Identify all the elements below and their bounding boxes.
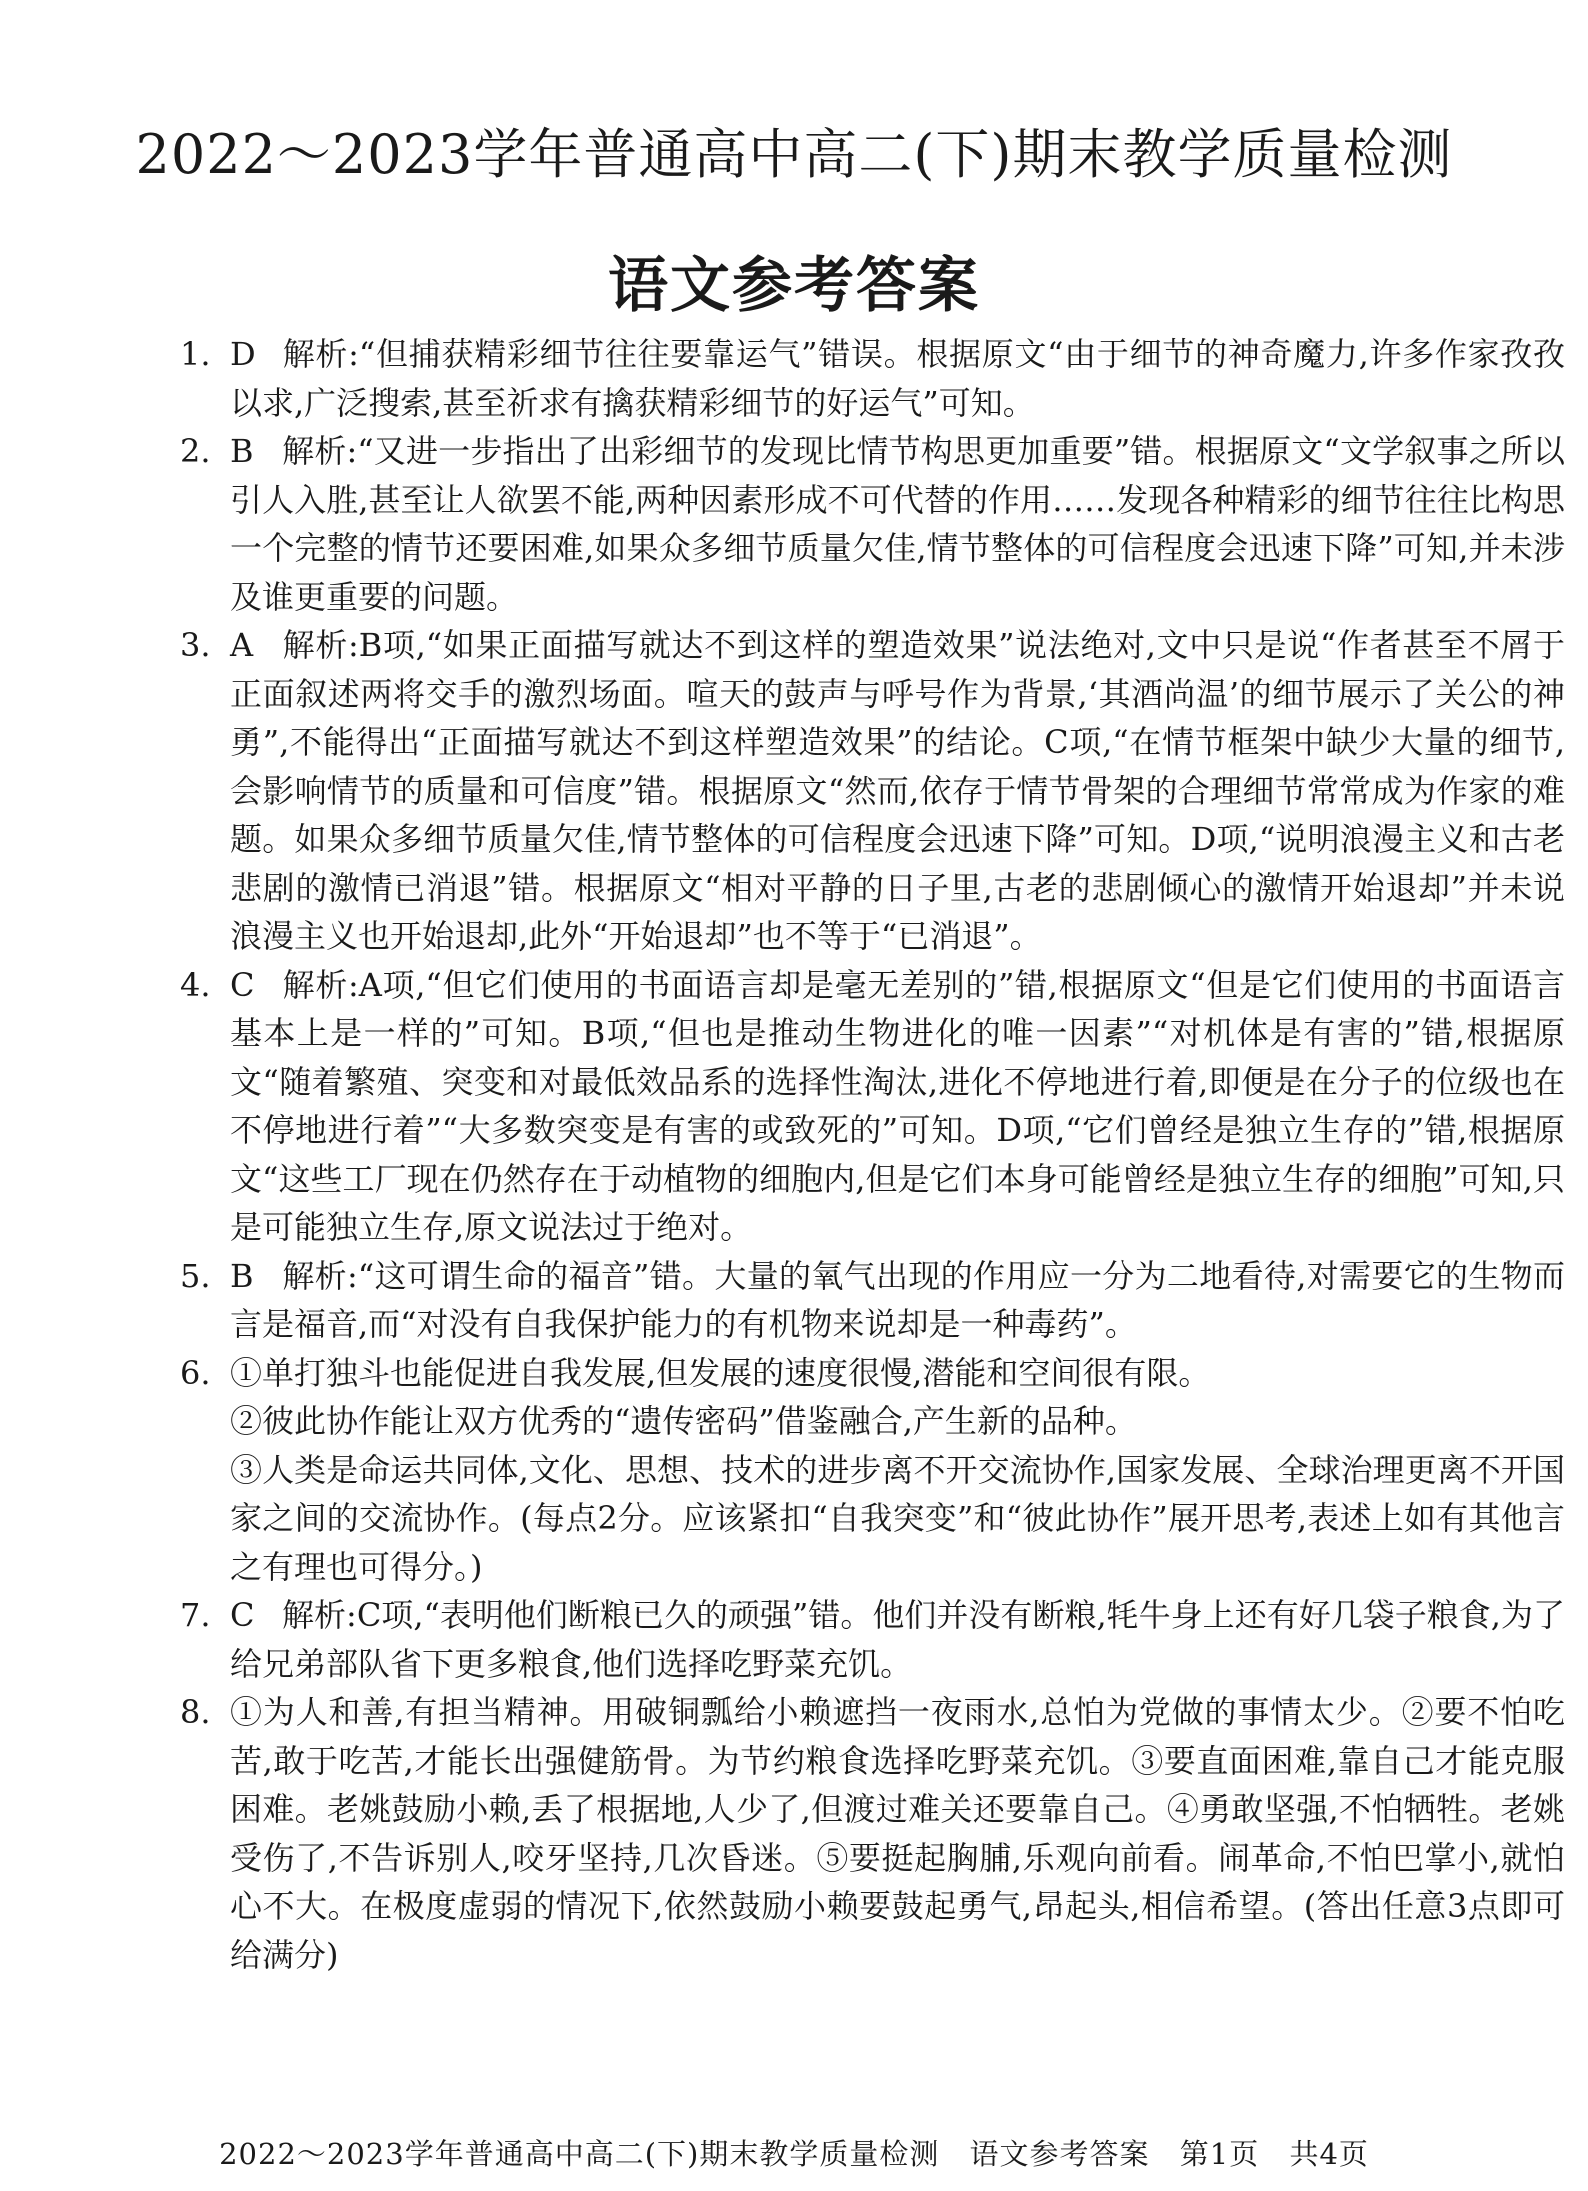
answer-paragraph bbox=[230, 1446, 1565, 1592]
page-subtitle: 语文参考答案 bbox=[608, 251, 980, 321]
answer-paragraph bbox=[230, 961, 1565, 1252]
footer-total-pages: 共4页 bbox=[1289, 2137, 1369, 2171]
answer-item bbox=[180, 1349, 1565, 1592]
answer-paragraph bbox=[230, 330, 1565, 427]
footer-exam-title: 2022～2023学年普通高中高二(下)期末教学质量检测 bbox=[219, 2137, 940, 2171]
answer-text: 解析:“但捕获精彩细节往往要靠运气”错误。根据原文“由于细节的神奇魔力,许多作家孜孜以求,广泛搜索,甚至祈求有擒获精彩细节的好运气”可知。 bbox=[230, 335, 1565, 422]
answer-text: 解析:A项,“但它们使用的书面语言却是毫无差别的”错,根据原文“但是它们使用的书面语言基本上是一样的”可知。B项,“但也是推动生物进化的唯一因素”“对机体是有害的”错,根据原文“随着繁殖、突变和对最低效品系的选择性淘汰,进化不停地进行着,即便是在分子的位级也在不停地进行着”“大多数突变是有害的或致死的”可知。D项,“它们曾经是独立生存的”错,根据原文“这些工厂现在仍然存在于动植物的细胞内,但是它们本身可能曾经是独立生存的细胞”可知,只是可能独立生存,原文说法过于绝对。 bbox=[230, 965, 1565, 1246]
answer-choice: A bbox=[230, 626, 254, 664]
answer-paragraph bbox=[230, 427, 1565, 621]
page-footer bbox=[0, 2132, 1588, 2173]
answer-list bbox=[180, 330, 1565, 1979]
footer-subject: 语文参考答案 bbox=[969, 2137, 1150, 2171]
answer-paragraph bbox=[230, 1349, 1565, 1398]
answer-item bbox=[180, 961, 1565, 1252]
answer-text: 解析:“又进一步指出了出彩细节的发现比情节构思更加重要”错。根据原文“文学叙事之所以引人入胜,甚至让人欲罢不能,两种因素形成不可代替的作用……发现各种精彩的细节往往比构思一个完整的情节还要困难,如果众多细节质量欠佳,情节整体的可信程度会迅速下降”可知,并未涉及谁更重要的问题。 bbox=[230, 432, 1565, 616]
footer-page-number: 第1页 bbox=[1179, 2137, 1260, 2171]
answer-item bbox=[180, 621, 1565, 961]
answer-paragraph bbox=[230, 1397, 1565, 1446]
page-title: 2022～2023学年普通高中高二(下)期末教学质量检测 bbox=[135, 123, 1453, 186]
question-number: 5. bbox=[180, 1256, 211, 1295]
question-number: 1. bbox=[180, 335, 211, 373]
answer-paragraph bbox=[230, 1591, 1565, 1688]
question-number: 2. bbox=[180, 432, 211, 470]
question-number: 8. bbox=[180, 1693, 211, 1731]
answer-text: 解析:C项,“表明他们断粮已久的顽强”错。他们并没有断粮,牦牛身上还有好几袋子粮食,为了给兄弟部队省下更多粮食,他们选择吃野菜充饥。 bbox=[230, 1596, 1565, 1683]
answer-text: ①为人和善,有担当精神。用破铜瓢给小赖遮挡一夜雨水,总怕为党做的事情太少。②要不怕吃苦,敢于吃苦,才能长出强健筋骨。为节约粮食选择吃野菜充饥。③要直面困难,靠自己才能克服困难。老姚鼓励小赖,丢了根据地,人少了,但渡过难关还要靠自己。④勇敢坚强,不怕牺牲。老姚受伤了,不告诉别人,咬牙坚持,几次昏迷。⑤要挺起胸脯,乐观向前看。闹革命,不怕巴掌小,就怕心不大。在极度虚弱的情况下,依然鼓励小赖要鼓起勇气,昂起头,相信希望。(答出任意3点即可给满分) bbox=[230, 1693, 1565, 1974]
answer-item bbox=[180, 1591, 1565, 1688]
question-number: 7. bbox=[180, 1596, 211, 1634]
answer-choice: D bbox=[230, 335, 256, 373]
answer-choice: C bbox=[230, 1596, 255, 1634]
answer-choice: B bbox=[230, 1256, 254, 1295]
answer-text: 解析:B项,“如果正面描写就达不到这样的塑造效果”说法绝对,文中只是说“作者甚至不屑于正面叙述两将交手的激烈场面。喧天的鼓声与呼号作为背景,‘其酒尚温’的细节展示了关公的神勇”,不能得出“正面描写就达不到这样塑造效果”的结论。C项,“在情节框架中缺少大量的细节,会影响情节的质量和可信度”错。根据原文“然而,依存于情节骨架的合理细节常常成为作家的难题。如果众多细节质量欠佳,情节整体的可信程度会迅速下降”可知。D项,“说明浪漫主义和古老悲剧的激情已消退”错。根据原文“相对平静的日子里,古老的悲剧倾心的激情开始退却”并未说浪漫主义也开始退却,此外“开始退却”也不等于“已消退”。 bbox=[230, 626, 1565, 955]
answer-item bbox=[180, 330, 1565, 427]
answer-paragraph bbox=[230, 1252, 1565, 1349]
answer-text: ②彼此协作能让双方优秀的“遗传密码”借鉴融合,产生新的品种。 bbox=[230, 1402, 1137, 1440]
answer-item bbox=[180, 1688, 1565, 1979]
answer-choice: C bbox=[230, 965, 255, 1004]
question-number: 3. bbox=[180, 626, 211, 664]
answer-choice: B bbox=[230, 432, 254, 470]
answer-paragraph bbox=[230, 1688, 1565, 1979]
question-number: 6. bbox=[180, 1353, 211, 1392]
answer-text: ③人类是命运共同体,文化、思想、技术的进步离不开交流协作,国家发展、全球治理更离不开国家之间的交流协作。(每点2分。应该紧扣“自我突变”和“彼此协作”展开思考,表述上如有其他言之有理也可得分。) bbox=[230, 1450, 1565, 1586]
answer-item bbox=[180, 427, 1565, 621]
answer-paragraph bbox=[230, 621, 1565, 961]
answer-text: 解析:“这可谓生命的福音”错。大量的氧气出现的作用应一分为二地看待,对需要它的生物而言是福音,而“对没有自我保护能力的有机物来说却是一种毒药”。 bbox=[230, 1256, 1565, 1343]
answer-item bbox=[180, 1252, 1565, 1349]
answer-text: ①单打独斗也能促进自我发展,但发展的速度很慢,潜能和空间很有限。 bbox=[230, 1353, 1211, 1392]
question-number: 4. bbox=[180, 965, 211, 1004]
